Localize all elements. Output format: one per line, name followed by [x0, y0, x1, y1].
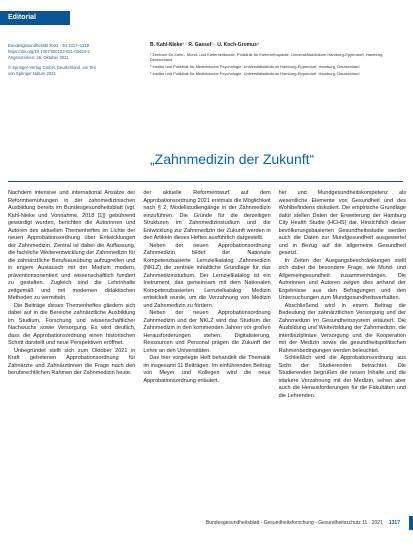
paragraph: Neben der neuen Approbationsordnung Zahnmedizin und der NKLZ wird das Studium der Zahnmedizin in den kommenden Jahren vor großen Herausforderungen stehen. Digitalisierung, Ressourcen und Personal prägen die Zukunft der Lehre an den Universitäten.: [143, 310, 271, 354]
affiliation-1: ¹ Zentrum für Zahn-, Mund- und Kieferheilkunde, Poliklinik für Kieferorthopädie, Universitätsklinikum Hamburg-Eppendorf, Hamburg, Deutschland: [150, 52, 384, 63]
paragraph: In Zeiten der Ausgangsbeschränkungen stellt sich dabei die besondere Frage, wie Mund- und Allgemeingesundheit zusammenhängen. Die Autorinnen und Autoren zeigen dies anhand der Ergebnisse aus den Befragungen und den Untersuchungen zum Mundgesundheitsverhalten.: [278, 257, 406, 301]
affiliation-3: ³ Institut und Poliklinik für Medizinische Psychologie, Universitätsklinikum Hamburg-Eppendorf, Hamburg, Deutschland: [150, 70, 360, 76]
author-list: B. Kahl-Nieke¹ · R. Gassel² · U. Koch-Gromus³: [150, 42, 259, 48]
body-column-1: [8, 190, 135, 520]
section-tab: [0, 11, 70, 25]
page-number: 1317: [388, 520, 400, 526]
page-marker-bar: [409, 516, 413, 530]
paragraph: der aktuelle Reformentwurf auf dem Approbationsordnung 2021 erstmals die Möglichkeit nach § 2, Modellstudiengänge in der Zahnmedizin einzuführen. Die Gründe für die derzeitigen Strukturen im Zahnmedizinstudium und die Entwicklung zur Zahnmedizin der Zukunft werden in den Artikeln dieses Heftes ausführlich dargestellt.: [143, 190, 271, 241]
section-label: Editorial: [8, 14, 37, 21]
meta-doi-link[interactable]: https://doi.org/10.1007/s00103-021-03424-2: [8, 49, 90, 54]
paragraph: Abschließend wird in einem Beitrag die Bedeutung der zahnärztlichen Versorgung und der Zahnmedizin im Gesundheitssystem erläutert. Die Ausbildung und Weiterbildung der Zahnmedizin, die interdisziplinäre Versorgung und die Kooperation mit der Medizin sowie die gesundheitspolitischen Rahmenbedingungen werden beleuchtet.: [278, 302, 406, 354]
paragraph: her und Mundgesundheitskompetenz als wesentliche Elemente von Gesundheit und des Wohlbefindens diskutiert. Die empirische Grundlage dafür stellen Daten der Erweiterung der Hamburg City Health Studie (HCHS) dar. Hinsichtlich dieser bevölkerungsbasierten Gesundheitsstudie werden auch die Daten zur Mundgesundheit ausgewertet und in Bezug auf die allgemeine Gesundheit gesetzt.: [278, 190, 406, 256]
body-column-2: [143, 190, 270, 520]
body-column-3: [279, 190, 406, 520]
article-title: „Zahnmedizin der Zukunft“: [150, 151, 315, 167]
meta-copyright-cont: von Springer Nature 2021: [8, 71, 56, 76]
paragraph: Unbegründet stellt sich zum Oktober 2021 in Kraft getretenen Approbationsordnung für Zahnärzte und Zahnärztinnen die Frage nach den berufsrechtlichen Rahmen der Zahnmedizin heute.: [8, 347, 136, 376]
meta-citation: Bundesgesundheitsbl 2021 · 64:1317–1318: [8, 43, 90, 48]
affiliations: [150, 52, 405, 77]
meta-copyright: © Springer-Verlag GmbH, Deutschland, ein Teil: [8, 65, 96, 70]
paragraph: Die Beiträge dieses Themenheftes gliedern sich dabei auf in die Bereiche zahnärztliche Ausbildung im Studium, Forschung und wissenschaftlicher Nachwuchs sowie Versorgung. Es wird deutlich, dass die Approbationsordnung einen historischen Schritt darstellt und neue Perspektiven eröffnet.: [8, 302, 136, 346]
article-body: [8, 190, 406, 520]
paragraph: Neben der neuen Approbationsordnung Zahnmedizin bildet der Nationale Kompetenzbasierte Lernzielkatalog Zahnmedizin (NKLZ) die zentrale inhaltliche Grundlage für das Zahnmedizinstudium. Der Lernzielkatalog ist ein Instrument, das gemeinsam mit dem Nationalen Kompetenzbasierten Lernzielkatalog Medizin entwickelt wurde, um die Verzahnung von Medizin und Zahnmedizin zu fördern.: [143, 242, 271, 309]
affiliation-2: ² Institut und Poliklinik für Medizinische Psychologie, Universitätsklinikum Hamburg-Eppendorf, Hamburg, Deutschland: [150, 63, 360, 69]
meta-accepted: Angenommen: 26. Oktober 2021: [8, 55, 69, 60]
title-divider: [8, 181, 403, 182]
article-metadata: [8, 43, 143, 77]
paragraph: Das hier vorgelegte Heft behandelt die Thematik im insgesamt 11 Beiträgen. Im einführenden Beitrag von Meyer und Kollegen wird die neue Approbationsordnung erläutert.: [143, 355, 271, 384]
page-footer: [130, 518, 400, 528]
paragraph: Schließlich wird die Approbationsordnung aus Sicht der Studierenden betrachtet. Die Studierenden begrüßen die neuen Inhalte und die stärkere Verzahnung mit der Medizin, sehen aber auch die Herausforderungen für die Fakultäten und die Lehrenden.: [278, 355, 406, 399]
paragraph: Nachdem intensive und international Ansätze der Reformbemühungen in der zahnmedizinischen Ausbildung bereits im Bundesgesundheitsblatt (vgl. Kahl-Nieke und Vonnahme, 2018 [1]) gebührend gewürdigt wurden, berichten die Autorinnen und Autoren des aktuellen Themenheftes im Lichte der neuen Approbationsordnung über Entwicklungen der Zahnmedizin. Zentral ist dabei die Auffassung, die fachliche Weiterentwicklung der Zahnmedizin für die zahnärztliche Berufsausübung aufzugreifen und in engem Austausch mit der Medizin modern, präventionsorientiert und wissenschaftlich fundiert zu gestalten. Zugleich sind die Lehrinhalte zeitgemäß und mit modernen didaktischen Methoden zu vermitteln.: [8, 190, 136, 301]
journal-citation: Bundesgesundheitsblatt - Gesundheitsforschung - Gesundheitsschutz 11 · 2021: [205, 520, 383, 526]
